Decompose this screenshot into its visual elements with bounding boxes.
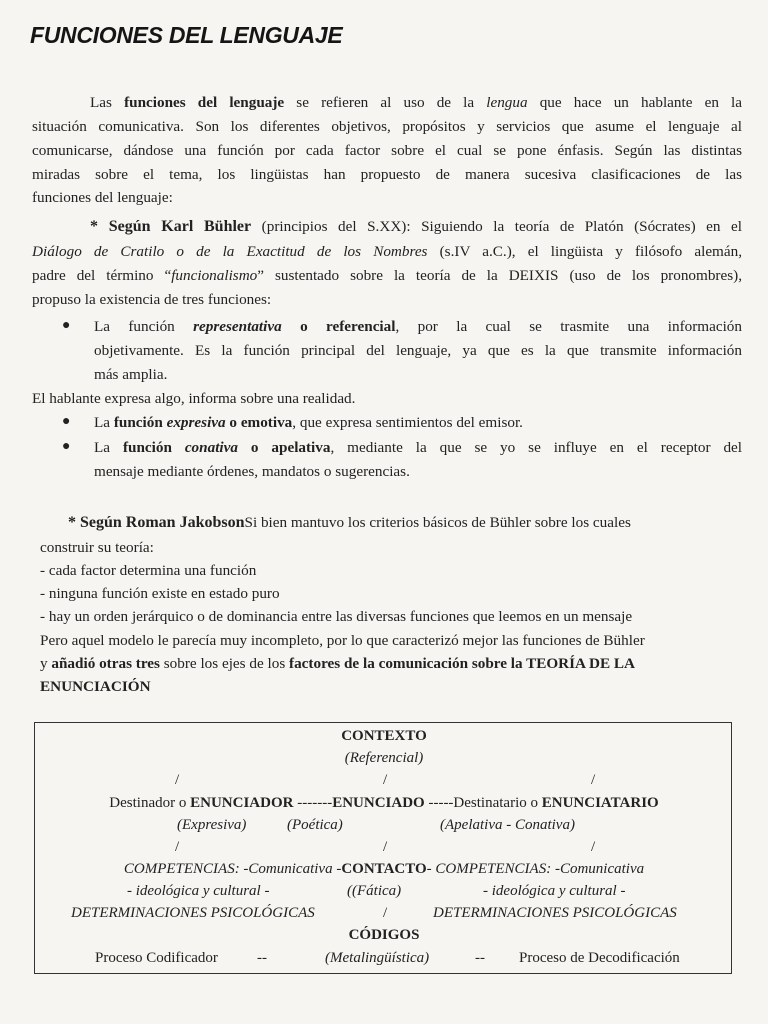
jakobson-item-1: - cada factor determina una función bbox=[40, 562, 257, 579]
text: , mediante la que se yo se influye en el receptor del bbox=[330, 439, 743, 456]
bold-term: funciones del lenguaje bbox=[124, 94, 285, 111]
bold-term: referencial bbox=[326, 318, 396, 335]
text: -----Destinatario o bbox=[424, 795, 542, 811]
diagram-det-right: DETERMINACIONES PSICOLÓGICAS bbox=[433, 905, 677, 921]
diagram-contexto: CONTEXTO bbox=[341, 728, 427, 744]
buhler-line-1 bbox=[90, 218, 742, 236]
text: Destinador o bbox=[109, 795, 191, 811]
bold-term: función bbox=[122, 439, 172, 456]
diagram-fatica: ((Fática) bbox=[347, 883, 402, 899]
bold-italic-term: expresiva bbox=[166, 414, 226, 431]
text: Si bien mantuvo los criterios básicos de Bühler sobre los cuales bbox=[244, 514, 631, 531]
bold-term: función bbox=[113, 414, 163, 431]
bold-term: * Según Roman Jakobson bbox=[68, 514, 245, 531]
diagram-dash: -- bbox=[475, 950, 485, 966]
diagram-referencial: (Referencial) bbox=[344, 750, 424, 766]
text: o bbox=[225, 414, 241, 431]
bullet-icon: ● bbox=[62, 439, 71, 454]
bullet-1-line-2: objetivamente. Es la función principal del lenguaje, ya que es la que transmite información bbox=[94, 342, 742, 359]
diagram-competencias-row bbox=[35, 860, 733, 878]
diagram-ideologica-left: - ideológica y cultural - bbox=[127, 883, 270, 899]
bold-term: factores de la comunicación sobre la TEORÍA DE LA bbox=[289, 655, 635, 672]
diagram-det-left: DETERMINACIONES PSICOLÓGICAS bbox=[71, 905, 315, 921]
intro-line-5: funciones del lenguaje: bbox=[32, 189, 173, 206]
buhler-line-2 bbox=[32, 243, 742, 261]
bold-term: apelativa bbox=[271, 439, 331, 456]
buhler-line-4: propuso la existencia de tres funciones: bbox=[32, 291, 272, 308]
bullet-1-line-3: más amplia. bbox=[94, 366, 168, 383]
bullet-3-line-1 bbox=[94, 439, 742, 457]
bullet-icon: ● bbox=[62, 318, 71, 333]
buhler-line-3 bbox=[32, 267, 742, 285]
diagram-slash: / bbox=[591, 839, 596, 855]
jakobson-line-2: construir su teoría: bbox=[40, 539, 154, 556]
text: La bbox=[94, 439, 123, 456]
jakobson-item-2: - ninguna función existe en estado puro bbox=[40, 585, 280, 602]
bold-italic-term: conativa bbox=[184, 439, 238, 456]
text: o bbox=[237, 439, 272, 456]
text: ------- bbox=[293, 795, 333, 811]
diagram-slash: / bbox=[175, 839, 180, 855]
text: La bbox=[94, 414, 114, 431]
bold-term: ENUNCIADOR bbox=[190, 795, 294, 811]
jakobson-line-5: ENUNCIACIÓN bbox=[40, 678, 151, 695]
bullet-3-line-2: mensaje mediante órdenes, mandatos o sugerencias. bbox=[94, 463, 410, 480]
diagram-main-row bbox=[35, 794, 733, 812]
intro-line-1 bbox=[90, 94, 742, 112]
text: ” sustentado sobre la teoría de la DEIXIS (uso de los pronombres), bbox=[257, 267, 742, 284]
bold-term: CONTACTO bbox=[341, 861, 427, 877]
jakobson-line-3: Pero aquel modelo le parecía muy incompleto, por lo que caracterizó mejor las funciones de Bühler bbox=[40, 632, 645, 649]
text: La función bbox=[94, 318, 194, 335]
text: (s.IV a.C.), el lingüista y filósofo alemán, bbox=[427, 243, 742, 260]
bold-term: añadió otras tres bbox=[51, 655, 160, 672]
buhler-note: El hablante expresa algo, informa sobre una realidad. bbox=[32, 390, 356, 407]
text: padre del término “ bbox=[32, 267, 172, 284]
bullet-icon: ● bbox=[62, 414, 71, 429]
text: se refieren al uso de la bbox=[284, 94, 487, 111]
bold-term: * Según Karl Bühler bbox=[90, 218, 252, 235]
diagram-metalinguistica: (Metalingüística) bbox=[325, 950, 430, 966]
text: Las bbox=[90, 94, 125, 111]
italic-term: funcionalismo bbox=[171, 267, 258, 284]
text: que hace un hablante en la bbox=[527, 94, 743, 111]
diagram-slash: / bbox=[175, 772, 180, 788]
text: y bbox=[40, 655, 52, 672]
diagram-dash: -- bbox=[257, 950, 267, 966]
text: - COMPETENCIAS: -Comunicativa bbox=[426, 861, 645, 877]
communication-diagram bbox=[34, 722, 732, 974]
bold-term: emotiva bbox=[240, 414, 293, 431]
bold-italic-term: representativa bbox=[193, 318, 282, 335]
bold-term: ENUNCIATARIO bbox=[541, 795, 659, 811]
intro-line-2: situación comunicativa. Son los diferentes objetivos, propósitos y servicios que asume el lenguaje al bbox=[32, 118, 742, 135]
diagram-codigos: CÓDIGOS bbox=[348, 927, 420, 943]
bullet-2 bbox=[94, 414, 523, 432]
diagram-slash: / bbox=[383, 839, 388, 855]
jakobson-item-3: - hay un orden jerárquico o de dominancia entre las diversas funciones que leemos en un mensaje bbox=[40, 608, 633, 625]
diagram-ideologica-right: - ideológica y cultural - bbox=[483, 883, 626, 899]
bullet-1-line-1 bbox=[94, 318, 742, 336]
diagram-proc-left: Proceso Codificador bbox=[95, 950, 218, 966]
italic-term: Diálogo de Cratilo o de la Exactitud de los Nombres bbox=[32, 243, 428, 260]
diagram-poetica: (Poética) bbox=[287, 817, 343, 833]
text bbox=[172, 439, 185, 456]
italic-term: lengua bbox=[486, 94, 528, 111]
bold-term: ENUNCIADO bbox=[332, 795, 425, 811]
diagram-expresiva: (Expresiva) bbox=[177, 817, 247, 833]
text: (principios del S.XX): Siguiendo la teoría de Platón (Sócrates) en el bbox=[251, 218, 743, 235]
text: COMPETENCIAS: -Comunicativa - bbox=[123, 861, 342, 877]
diagram-slash: / bbox=[383, 772, 388, 788]
text: sobre los ejes de los bbox=[159, 655, 290, 672]
text: , que expresa sentimientos del emisor. bbox=[292, 414, 523, 431]
intro-line-3: comunicarse, dándose una función por cada factor sobre el cual se pone énfasis. Según las distintas bbox=[32, 142, 742, 159]
diagram-slash: / bbox=[591, 772, 596, 788]
diagram-slash: / bbox=[383, 905, 388, 921]
diagram-proc-right: Proceso de Decodificación bbox=[519, 950, 680, 966]
intro-line-4: miradas sobre el tema, los lingüistas han propuesto de manera sucesiva clasificaciones de las bbox=[32, 166, 742, 183]
text: , por la cual se trasmite una información bbox=[395, 318, 742, 335]
jakobson-line-1 bbox=[68, 514, 631, 532]
jakobson-line-4 bbox=[40, 655, 635, 673]
diagram-apelativa: (Apelativa - Conativa) bbox=[440, 817, 575, 833]
page-title: FUNCIONES DEL LENGUAJE bbox=[30, 22, 343, 48]
text: o bbox=[281, 318, 327, 335]
